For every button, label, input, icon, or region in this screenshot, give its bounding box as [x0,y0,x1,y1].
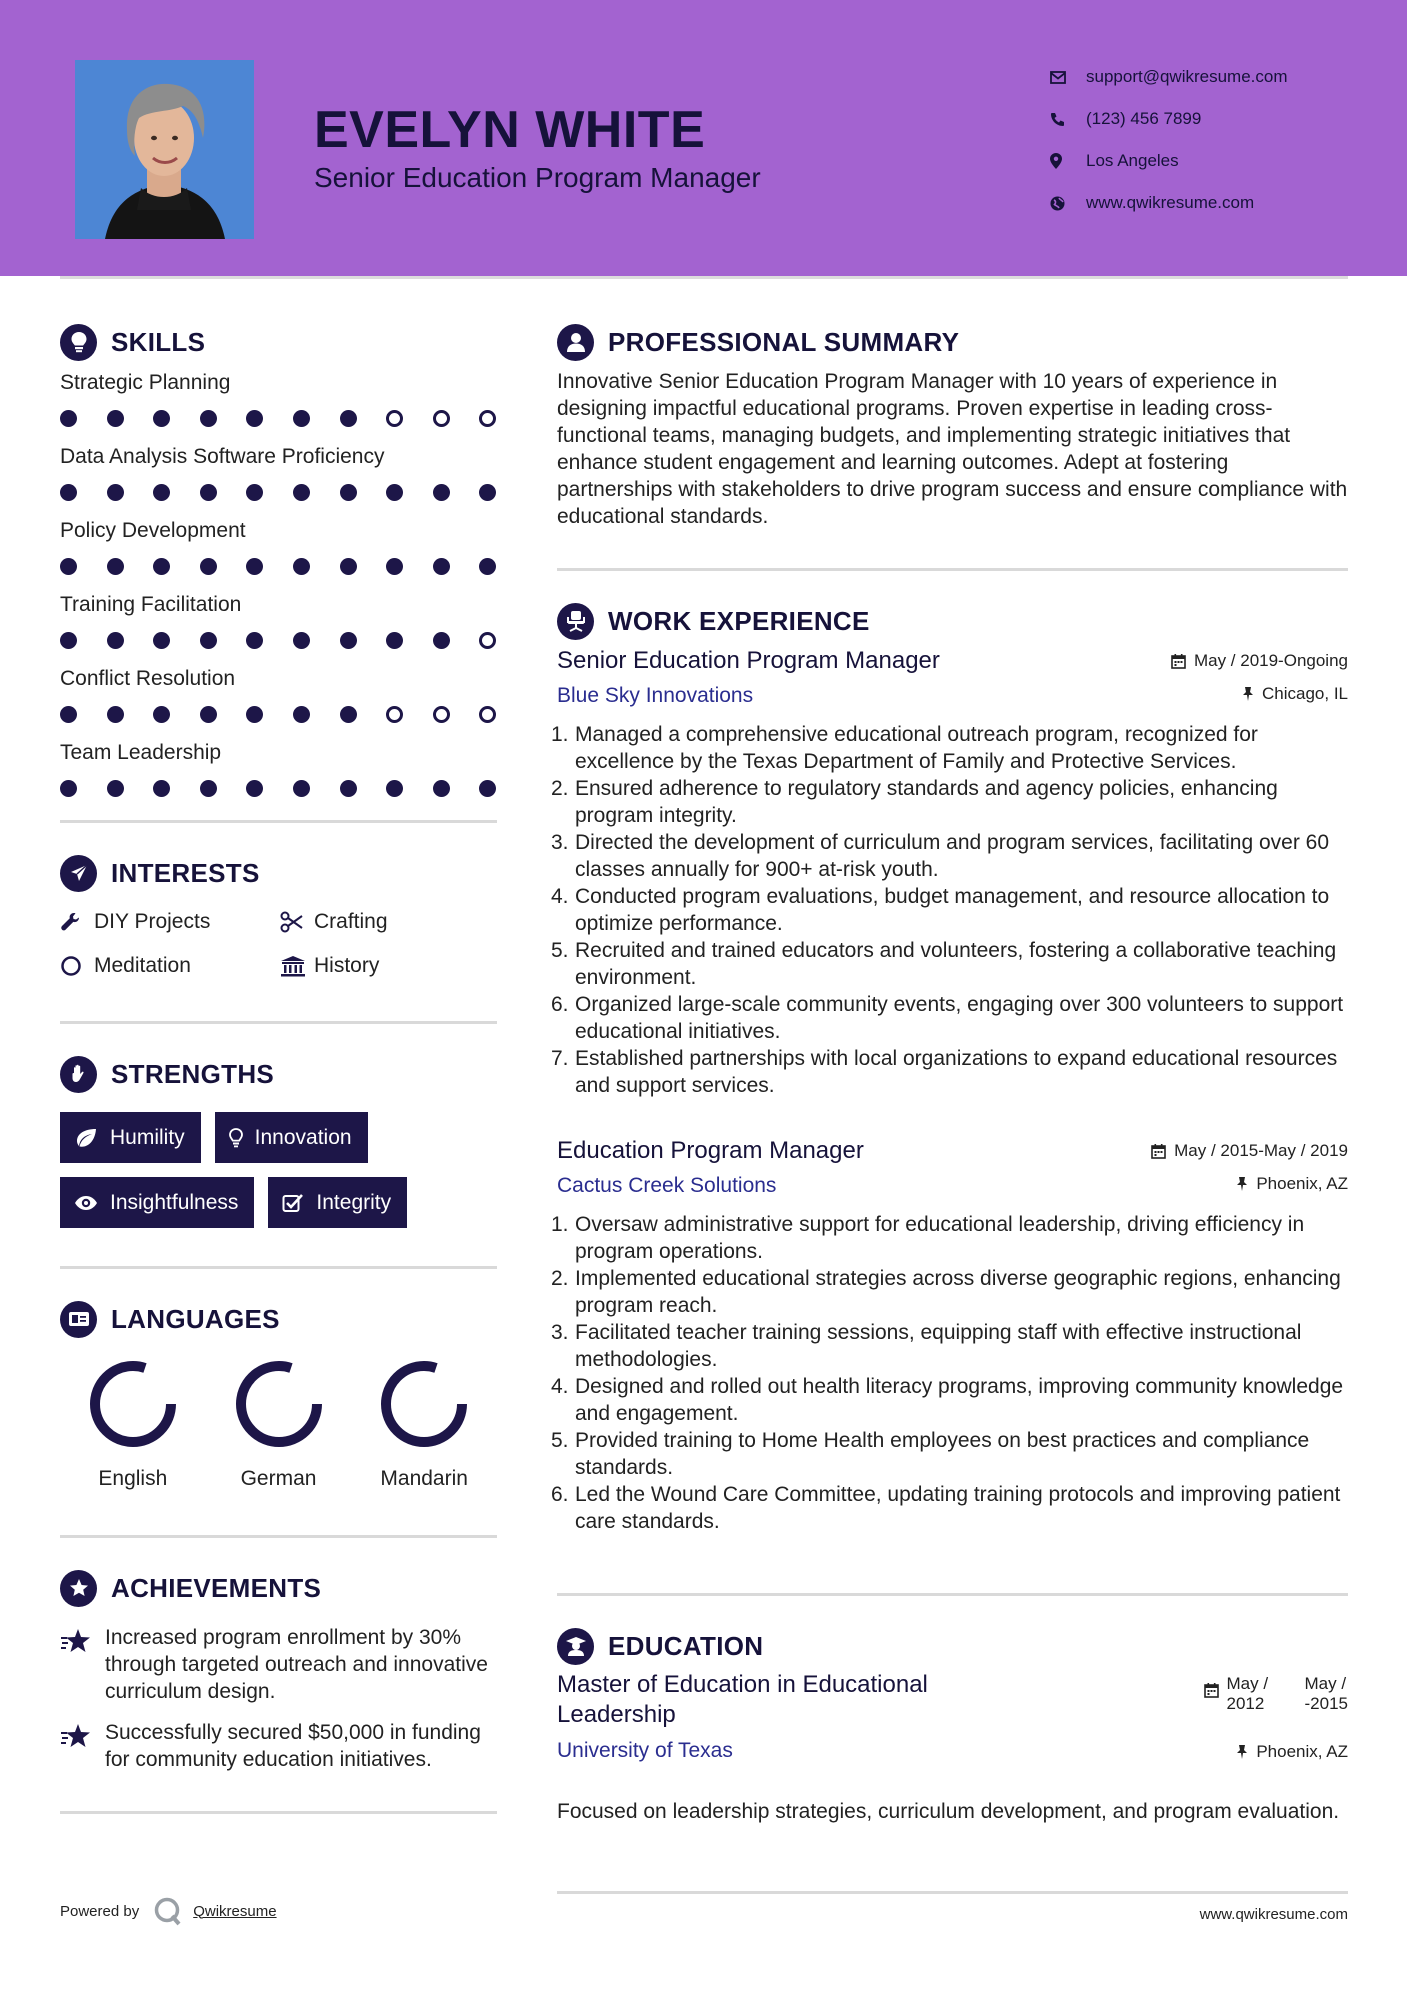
skill-rating [60,620,497,660]
eye-icon [74,1195,98,1211]
job-location [1236,1174,1348,1194]
rating-dot-filled [246,780,263,797]
list-item [551,1045,1348,1099]
summary-text: Innovative Senior Education Program Manager with 10 years of experience in designing impactful educational programs. Proven expertise in leading cross-functional teams, managing budgets, and implementing strategic initiatives that enhance student engagement and learning outcomes. Adept at fostering partnerships with stakeholders to drive program success and ensure compliance with educational standards. [557,370,1348,528]
list-item [551,775,1348,829]
powered-by[interactable] [60,1896,277,1926]
job-dates-text: May / 2015-May / 2019 [1174,1141,1348,1160]
skill-name: Team Leadership [60,741,222,764]
rating-dot-filled [340,410,357,427]
rating-dot-filled [60,410,77,427]
rating-dot-filled [386,558,403,575]
achievement-text: Successfully secured $50,000 in funding for community education initiatives. [105,1721,481,1771]
degree-line-2: Leadership [557,1701,676,1728]
strengths-list [60,1112,497,1228]
summary-title: PROFESSIONAL SUMMARY [608,326,960,357]
star-badge-icon [60,1570,97,1607]
rating-dot-filled [293,484,310,501]
rating-dot-filled [153,706,170,723]
strength-badge [268,1177,407,1228]
list-item [551,991,1348,1045]
rating-dot-filled [200,632,217,649]
job-location-text: Chicago, IL [1262,684,1348,703]
rating-dot-filled [153,558,170,575]
item-text: Designed and rolled out health literacy programs, improving community knowledge and engagement. [575,1375,1344,1425]
company-name: Blue Sky Innovations [557,684,754,707]
item-text: Implemented educational strategies across diverse geographic regions, enhancing program reach. [575,1267,1341,1317]
rating-dot-filled [107,410,124,427]
contact-website-text: www.qwikresume.com [1086,193,1255,212]
item-number: 2. [551,777,569,800]
interests-title: INTERESTS [111,857,260,888]
rating-dot-filled [200,484,217,501]
list-item [551,1373,1348,1427]
education-location [1236,1742,1348,1762]
experience-title: WORK EXPERIENCE [608,605,870,636]
start-line-2: 2012 [1226,1694,1265,1713]
leaf-icon [74,1128,98,1148]
school-name: University of Texas [557,1739,733,1762]
language-name: English [98,1467,168,1490]
interest-diy-projects [60,907,280,937]
list-item [551,829,1348,883]
contact-email[interactable] [1050,56,1288,98]
rating-dot-filled [153,410,170,427]
rating-dot-filled [479,484,496,501]
language-level-arc [241,1366,317,1442]
languages-list [60,1359,497,1491]
item-text: Organized large-scale community events, engaging over 300 volunteers to support educational initiatives. [575,993,1344,1043]
item-text: Oversaw administrative support for educational leadership, driving efficiency in program operations. [575,1213,1305,1263]
item-text: Led the Wound Care Committee, updating training protocols and improving patient care standards. [575,1483,1341,1533]
profile-photo [75,60,254,239]
education-heading [557,1624,1348,1668]
interest-label: Meditation [94,954,191,977]
list-item [551,883,1348,937]
rating-dot-filled [340,780,357,797]
museum-icon [280,955,314,977]
education-description: Focused on leadership strategies, curriculum development, and program evaluation. [557,1800,1340,1823]
item-number: 1. [551,1213,569,1236]
rating-dot-filled [60,780,77,797]
skills-list [60,368,497,808]
rating-dot-filled [200,780,217,797]
lightbulb-icon [60,324,97,361]
envelope-icon [1050,71,1086,84]
list-item [551,1319,1348,1373]
circle-icon [60,955,94,977]
resume-header [0,0,1407,276]
language-level-arc [95,1366,171,1442]
job-location [1242,684,1348,704]
achievement-item [60,1719,497,1773]
skill-name: Data Analysis Software Proficiency [60,445,385,468]
list-item [551,1265,1348,1319]
left-column [60,320,497,1814]
rating-dot-filled [386,780,403,797]
item-number: 3. [551,1321,569,1344]
item-number: 6. [551,1483,569,1506]
scissors-icon [280,911,314,933]
interest-label: Crafting [314,910,388,933]
skill-rating [60,398,497,438]
language-item [60,1359,206,1491]
list-item [551,1481,1348,1535]
list-item [551,1211,1348,1265]
achievement-item [60,1624,497,1705]
lightbulb-icon [229,1128,243,1148]
pin-icon [1242,686,1254,702]
rating-dot-filled [293,410,310,427]
rating-dot-filled [479,780,496,797]
rating-dot-filled [340,484,357,501]
item-text: Conducted program evaluations, budget management, and resource allocation to optimize performance. [575,885,1330,935]
end-line-2: 2015 [1310,1694,1348,1713]
language-name: German [240,1467,317,1490]
languages-divider [60,1535,497,1538]
rating-dot-filled [107,632,124,649]
skill-rating [60,472,497,512]
language-level-ring [88,1359,178,1449]
skill-name: Strategic Planning [60,371,231,394]
contact-phone[interactable] [1050,98,1288,140]
start-line-1: May / [1226,1674,1269,1693]
education-location-text: Phoenix, AZ [1256,1742,1348,1761]
item-number: 4. [551,885,569,908]
languages-title: LANGUAGES [111,1303,280,1334]
strengths-title: STRENGTHS [111,1058,275,1089]
item-text: Facilitated teacher training sessions, equipping staff with effective instructional methodologies. [575,1321,1302,1371]
rating-dot-filled [246,706,263,723]
candidate-role: Senior Education Program Manager [314,162,761,193]
wrench-icon [60,911,94,933]
rating-dot-filled [433,780,450,797]
job-bullets [551,1211,1348,1535]
item-number: 7. [551,1047,569,1070]
language-item [206,1359,352,1491]
rating-dot-filled [340,706,357,723]
pin-icon [1236,1744,1248,1760]
rating-dot-filled [60,706,77,723]
right-column [551,320,1348,1825]
summary-divider [557,568,1348,571]
contact-list [1050,56,1288,224]
rating-dot-filled [107,780,124,797]
job-dates-text: May / 2019-Ongoing [1193,651,1348,670]
rating-dot-filled [107,706,124,723]
rating-dot-filled [340,558,357,575]
education-start-date [1227,1674,1305,1714]
company-name: Cactus Creek Solutions [557,1174,777,1197]
degree-line-1: Master of Education in Educational [557,1671,928,1698]
experience-divider [557,1593,1348,1596]
language-item [351,1359,497,1491]
end-line-1: May / [1304,1674,1347,1693]
rating-dot-filled [107,484,124,501]
interest-label: History [314,954,380,977]
strength-label: Innovation [254,1125,352,1149]
rating-dot-filled [246,558,263,575]
globe-icon [1050,196,1086,211]
job-title: Education Program Manager [557,1137,864,1164]
languages-heading [60,1297,497,1341]
achievements-divider [60,1811,497,1814]
job-dates [1151,1141,1348,1161]
rating-dot-empty [386,706,403,723]
qwikresume-logo-icon [153,1896,183,1926]
job-location-text: Phoenix, AZ [1256,1174,1348,1193]
contact-location [1050,140,1288,182]
strength-badge [215,1112,368,1163]
rating-dot-filled [153,484,170,501]
rating-dot-filled [479,558,496,575]
skills-title: SKILLS [111,326,206,357]
interest-meditation [60,951,280,981]
item-number: 4. [551,1375,569,1398]
rating-dot-empty [479,410,496,427]
rating-dot-filled [293,558,310,575]
interest-crafting [280,907,497,937]
contact-email-text: support@qwikresume.com [1086,67,1288,86]
footer-divider [557,1891,1348,1894]
education-dates [1204,1674,1349,1714]
contact-phone-text: (123) 456 7899 [1086,109,1202,128]
rating-dot-filled [200,410,217,427]
item-number: 5. [551,939,569,962]
rating-dot-empty [479,706,496,723]
candidate-name: EVELYN WHITE [314,101,706,159]
rating-dot-filled [60,632,77,649]
rating-dot-filled [246,484,263,501]
skill-name: Policy Development [60,519,246,542]
summary-heading [557,320,1348,364]
rating-dot-filled [200,706,217,723]
rating-dot-empty [386,410,403,427]
job-entry [551,643,1348,1099]
experience-heading [557,599,1348,643]
footer-website[interactable]: www.qwikresume.com [1199,1906,1348,1923]
graduate-icon [557,1628,594,1665]
date-dash: - [1304,1694,1311,1713]
item-text: Recruited and trained educators and volunteers, fostering a collaborative teaching environment. [575,939,1337,989]
strength-label: Humility [110,1125,185,1149]
rating-dot-filled [433,484,450,501]
rating-dot-filled [293,780,310,797]
rating-dot-filled [433,632,450,649]
job-entry [551,1133,1348,1535]
rating-dot-filled [153,632,170,649]
item-text: Established partnerships with local organizations to expand educational resources and support services. [575,1047,1338,1097]
header-divider [60,276,1348,279]
job-bullets [551,721,1348,1099]
list-item [551,1427,1348,1481]
skill-rating [60,768,497,808]
language-name: Mandarin [380,1467,468,1490]
rating-dot-filled [60,484,77,501]
language-level-ring [379,1359,469,1449]
user-icon [557,324,594,361]
paper-plane-icon [60,855,97,892]
item-text: Directed the development of curriculum and program services, facilitating over 60 classes annually for 900+ at-risk youth. [575,831,1330,881]
calendar-icon [1151,1143,1166,1159]
job-dates [1171,651,1348,671]
achievement-text: Increased program enrollment by 30% through targeted outreach and innovative curriculum design. [105,1626,488,1703]
achievements-title: ACHIEVEMENTS [111,1572,322,1603]
check-square-icon [282,1193,304,1213]
interests-divider [60,1021,497,1024]
item-number: 5. [551,1429,569,1452]
rating-dot-filled [153,780,170,797]
strengths-heading [60,1052,497,1096]
rating-dot-empty [479,632,496,649]
rating-dot-filled [246,410,263,427]
interest-label: DIY Projects [94,910,211,933]
calendar-icon [1204,1682,1219,1698]
interests-heading [60,851,497,895]
item-number: 1. [551,723,569,746]
education-entry [557,1670,1348,1800]
skills-divider [60,820,497,823]
education-end-date [1305,1674,1349,1714]
list-item [551,937,1348,991]
powered-by-text: Powered by [60,1902,140,1920]
id-card-icon [60,1301,97,1338]
achievements-heading [60,1566,497,1610]
skill-name: Conflict Resolution [60,667,236,690]
item-number: 2. [551,1267,569,1290]
strength-label: Insightfulness [110,1190,239,1214]
rating-dot-filled [340,632,357,649]
strengths-divider [60,1266,497,1269]
rating-dot-filled [107,558,124,575]
rating-dot-empty [433,706,450,723]
rating-dot-filled [200,558,217,575]
rating-dot-filled [293,706,310,723]
rating-dot-filled [293,632,310,649]
hand-icon [60,1056,97,1093]
contact-location-text: Los Angeles [1086,151,1179,170]
jobs-list [551,643,1348,1535]
office-chair-icon [557,603,594,640]
language-level-ring [234,1359,324,1449]
skill-name: Training Facilitation [60,593,242,616]
item-text: Ensured adherence to regulatory standards and agency policies, enhancing program integrity. [575,777,1278,827]
strength-badge [60,1112,201,1163]
item-number: 6. [551,993,569,1016]
rating-dot-filled [386,632,403,649]
job-title: Senior Education Program Manager [557,647,940,674]
pin-icon [1236,1176,1248,1192]
list-item [551,721,1348,775]
rating-dot-filled [60,558,77,575]
item-number: 3. [551,831,569,854]
map-pin-icon [1050,153,1086,169]
star-icon [60,1719,105,1773]
skill-rating [60,694,497,734]
rating-dot-filled [433,558,450,575]
calendar-icon [1171,653,1186,669]
interest-history [280,951,497,981]
skill-rating [60,546,497,586]
star-icon [60,1624,105,1705]
language-level-arc [386,1366,462,1442]
strength-label: Integrity [316,1190,392,1214]
rating-dot-empty [433,410,450,427]
strength-badge [60,1177,254,1228]
contact-website[interactable] [1050,182,1288,224]
item-text: Provided training to Home Health employees on best practices and compliance standards. [575,1429,1310,1479]
interests-list [60,907,497,981]
phone-icon [1050,112,1086,127]
brand-link[interactable]: Qwikresume [193,1902,277,1920]
skills-heading [60,320,497,364]
rating-dot-filled [386,484,403,501]
item-text: Managed a comprehensive educational outreach program, recognized for excellence by the Texas Department of Family and Protective Services. [575,723,1258,773]
education-title: EDUCATION [608,1630,764,1661]
rating-dot-filled [246,632,263,649]
